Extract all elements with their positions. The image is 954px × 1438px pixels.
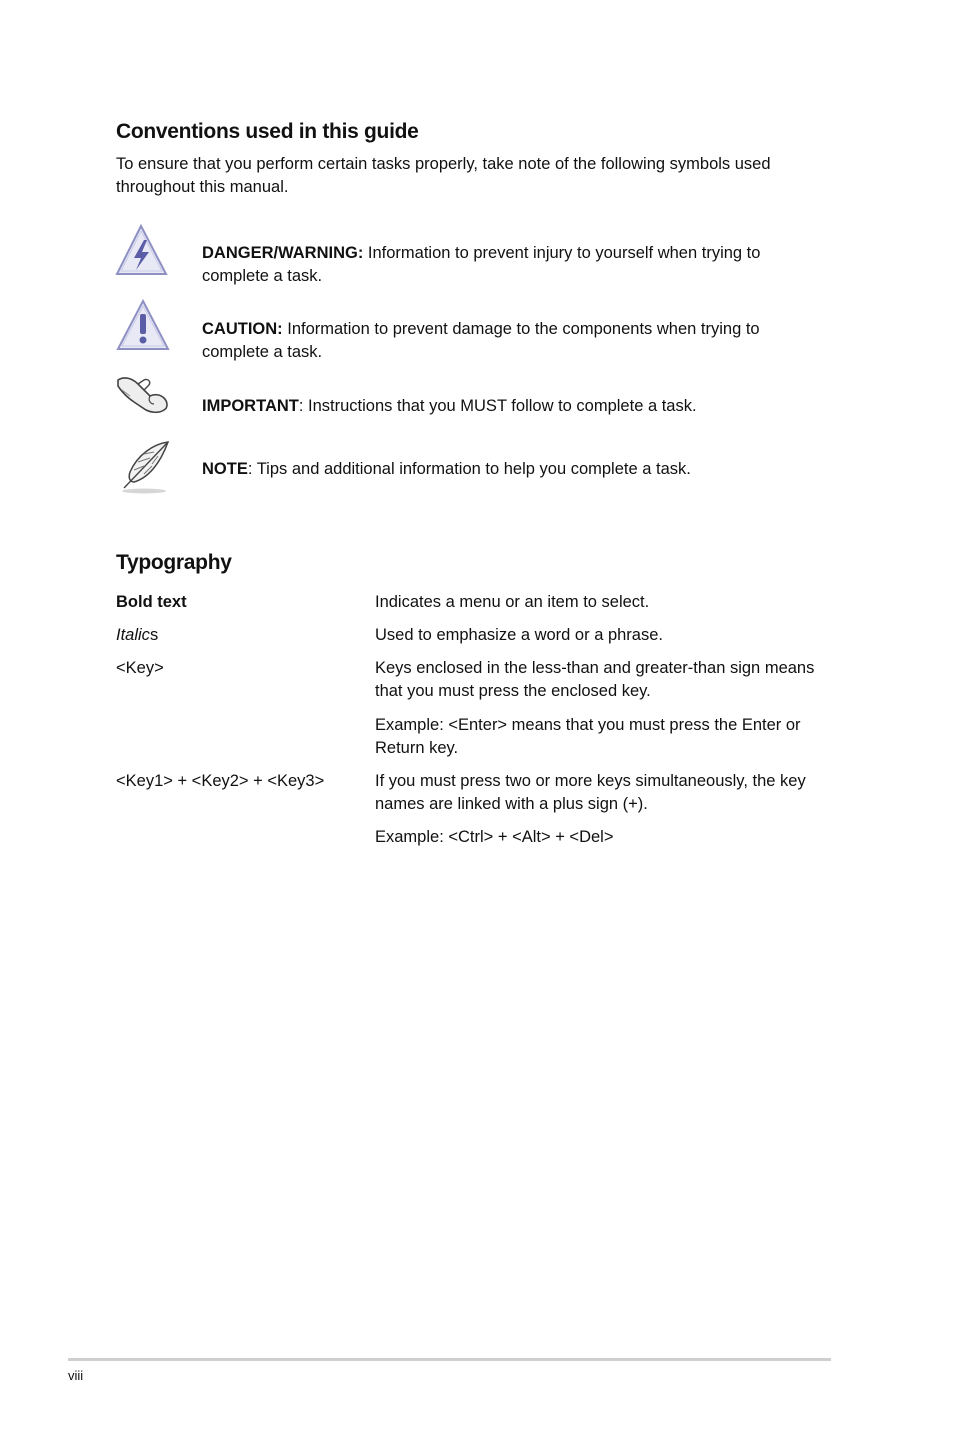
typography-heading: Typography bbox=[116, 551, 232, 574]
conventions-intro: To ensure that you perform certain tasks properly, take note of the following symbols used throughout this manual. bbox=[116, 155, 771, 196]
note-notice: NOTE: Tips and additional information to help you complete a task. bbox=[202, 460, 691, 478]
hand-important-icon bbox=[114, 372, 172, 430]
page-number: viii bbox=[68, 1368, 84, 1383]
typography-desc-key-combo-example: Example: <Ctrl> + <Alt> + <Del> bbox=[375, 828, 614, 846]
exclamation-caution-icon bbox=[114, 298, 172, 356]
lightning-warning-icon bbox=[114, 222, 172, 280]
typography-desc-italics: Used to emphasize a word or a phrase. bbox=[375, 626, 663, 644]
feather-note-icon bbox=[114, 438, 172, 496]
typography-term-key-combo: <Key1> + <Key2> + <Key3> bbox=[116, 772, 325, 790]
typography-term-italics: Italics bbox=[116, 626, 159, 644]
danger-warning-notice: DANGER/WARNING: Information to prevent injury to yourself when trying to complete a task. bbox=[202, 244, 761, 285]
conventions-heading: Conventions used in this guide bbox=[116, 120, 419, 143]
caution-notice: CAUTION: Information to prevent damage to the components when trying to complete a task. bbox=[202, 320, 760, 361]
typography-term-bold: Bold text bbox=[116, 593, 187, 611]
typography-desc-key: Keys enclosed in the less-than and greater-than sign means that you must press the enclosed key. bbox=[375, 659, 815, 700]
typography-desc-bold: Indicates a menu or an item to select. bbox=[375, 593, 650, 611]
typography-desc-key-example: Example: <Enter> means that you must press the Enter or Return key. bbox=[375, 716, 801, 757]
typography-term-key: <Key> bbox=[116, 659, 164, 677]
footer-rule bbox=[68, 1358, 831, 1361]
important-notice: IMPORTANT: Instructions that you MUST follow to complete a task. bbox=[202, 397, 697, 415]
typography-desc-key-combo: If you must press two or more keys simultaneously, the key names are linked with a plus sign (+). bbox=[375, 772, 806, 813]
